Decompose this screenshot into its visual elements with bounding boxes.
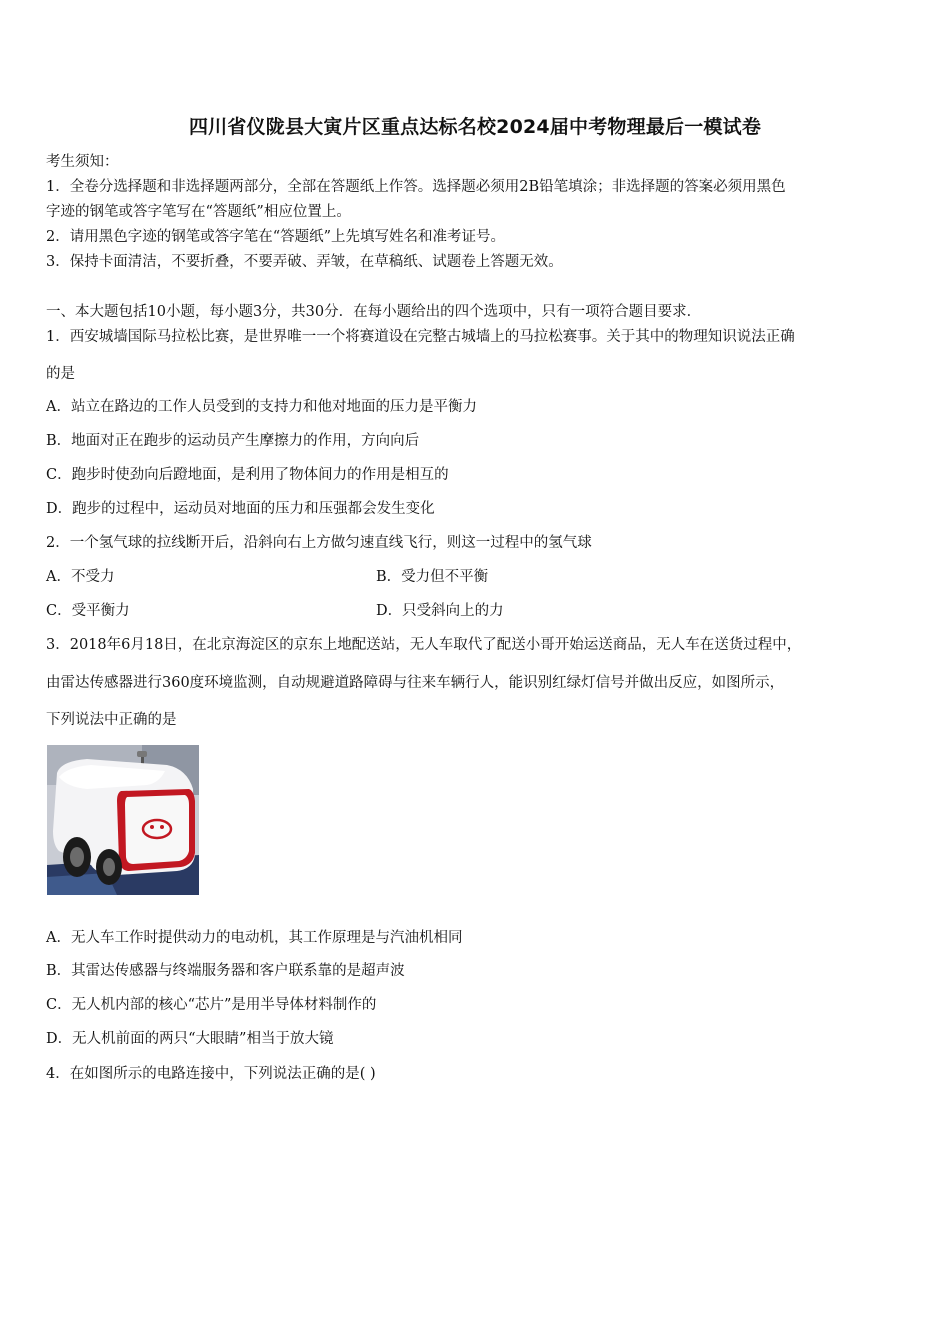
question-3-option-c: C．无人机内部的核心“芯片”是用半导体材料制作的 xyxy=(46,997,377,1013)
notice-item: 2．请用黑色字迹的钢笔或答字笔在“答题纸”上先填写姓名和准考证号。 xyxy=(46,229,506,245)
question-1-stem-cont: 的是 xyxy=(46,366,75,382)
question-1-option-d: D．跑步的过程中，运动员对地面的压力和压强都会发生变化 xyxy=(46,501,435,517)
question-1-option-a: A．站立在路边的工作人员受到的支持力和他对地面的压力是平衡力 xyxy=(46,399,477,415)
question-1-option-c: C．跑步时使劲向后蹬地面，是利用了物体间力的作用是相互的 xyxy=(46,467,449,483)
question-3-option-b: B．其雷达传感器与终端服务器和客户联系靠的是超声波 xyxy=(46,963,405,979)
question-3-stem-cont: 下列说法中正确的是 xyxy=(46,712,177,728)
page-title: 四川省仪陇县大寅片区重点达标名校2024届中考物理最后一模试卷 xyxy=(188,116,762,138)
question-3-stem: 3．2018年6月18日，在北京海淀区的京东上地配送站，无人车取代了配送小哥开始运送商品，无人车在送货过程中， xyxy=(46,637,802,653)
notice-item: 字迹的钢笔或答字笔写在“答题纸”相应位置上。 xyxy=(46,204,351,220)
question-2-option-a: A．不受力 xyxy=(46,569,115,585)
question-2-option-c: C．受平衡力 xyxy=(46,603,130,619)
notice-heading: 考生须知： xyxy=(46,154,119,170)
question-2-option-b: B．受力但不平衡 xyxy=(376,569,489,585)
question-4-stem: 4．在如图所示的电路连接中，下列说法正确的是( ) xyxy=(46,1066,376,1082)
notice-item: 1．全卷分选择题和非选择题两部分，全部在答题纸上作答。选择题必须用2B铅笔填涂；非选择题的答案必须用黑色 xyxy=(46,179,786,195)
question-3-option-a: A．无人车工作时提供动力的电动机，其工作原理是与汽油机相同 xyxy=(46,930,463,946)
question-2-stem: 2．一个氢气球的拉线断开后，沿斜向右上方做匀速直线飞行，则这一过程中的氢气球 xyxy=(46,535,592,551)
question-2-option-d: D．只受斜向上的力 xyxy=(376,603,504,619)
section-heading: 一、本大题包括10小题，每小题3分，共30分．在每小题给出的四个选项中，只有一项符合题目要求． xyxy=(46,304,702,320)
question-1-option-b: B．地面对正在跑步的运动员产生摩擦力的作用，方向向后 xyxy=(46,433,420,449)
delivery-robot-photo xyxy=(47,745,199,895)
notice-item: 3．保持卡面清洁，不要折叠，不要弄破、弄皱，在草稿纸、试题卷上答题无效。 xyxy=(46,254,563,270)
question-3-option-d: D．无人机前面的两只“大眼睛”相当于放大镜 xyxy=(46,1031,334,1047)
question-3-stem-cont: 由雷达传感器进行360度环境监测，自动规避道路障碍与往来车辆行人，能识别红绿灯信号并做出反应，如图所示， xyxy=(46,675,785,691)
question-1-stem: 1．西安城墙国际马拉松比赛，是世界唯一一个将赛道设在完整古城墙上的马拉松赛事。关于其中的物理知识说法正确 xyxy=(46,329,795,345)
